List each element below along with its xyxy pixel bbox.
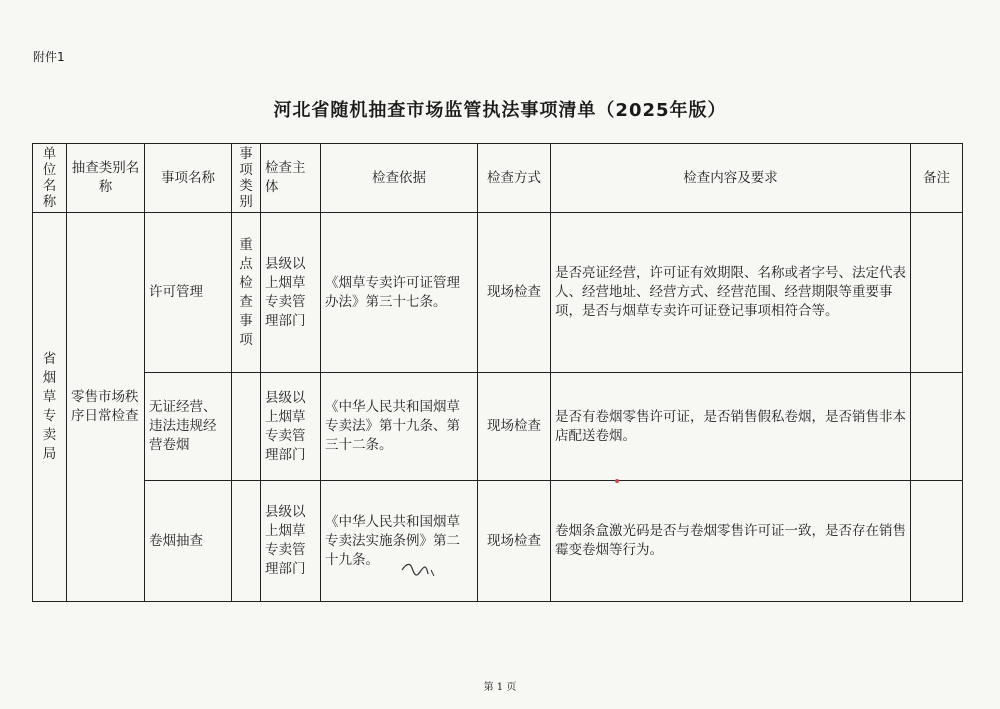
attachment-label: 附件1 (33, 50, 65, 64)
subject-cell: 县级以上烟草专卖管理部门 (261, 481, 321, 602)
header-row (33, 144, 963, 213)
method-cell: 现场检查 (478, 373, 551, 481)
item-type-cell (232, 481, 261, 602)
subject-cell: 县级以上烟草专卖管理部门 (261, 213, 321, 373)
inspection-table (32, 143, 963, 602)
page-title: 河北省随机抽查市场监管执法事项清单（2025年版） (273, 100, 727, 121)
item-name-cell: 许可管理 (145, 213, 232, 373)
item-type-cell (232, 373, 261, 481)
method-cell: 现场检查 (478, 213, 551, 373)
item-type-cell: 重点检查事项 (232, 213, 261, 373)
item-name-cell: 卷烟抽查 (145, 481, 232, 602)
basis-cell: 《中华人民共和国烟草专卖法》第十九条、第三十二条。 (321, 373, 478, 481)
table-row (33, 213, 963, 373)
content-cell: 卷烟条盒激光码是否与卷烟零售许可证一致，是否存在销售霉变卷烟等行为。 (551, 481, 911, 602)
remark-cell (911, 213, 963, 373)
red-dot-mark (615, 479, 619, 483)
remark-cell (911, 373, 963, 481)
page-number: 第 1 页 (483, 682, 517, 693)
table-row (33, 481, 963, 602)
remark-cell (911, 481, 963, 602)
subject-cell: 县级以上烟草专卖管理部门 (261, 373, 321, 481)
header-subject: 检查主体 (261, 144, 321, 213)
header-item-type: 事项类别 (232, 144, 261, 213)
header-category: 抽查类别名称 (67, 144, 145, 213)
basis-cell: 《中华人民共和国烟草专卖法实施条例》第二十九条。 (321, 481, 478, 602)
header-content: 检查内容及要求 (551, 144, 911, 213)
content-cell: 是否亮证经营，许可证有效期限、名称或者字号、法定代表人、经营地址、经营方式、经营范围、经营期限等重要事项，是否与烟草专卖许可证登记事项相符合等。 (551, 213, 911, 373)
header-basis: 检查依据 (321, 144, 478, 213)
table-row (33, 373, 963, 481)
header-method: 检查方式 (478, 144, 551, 213)
item-name-cell: 无证经营、违法违规经营卷烟 (145, 373, 232, 481)
content-cell: 是否有卷烟零售许可证，是否销售假私卷烟，是否销售非本店配送卷烟。 (551, 373, 911, 481)
header-remark: 备注 (911, 144, 963, 213)
header-item: 事项名称 (145, 144, 232, 213)
basis-cell: 《烟草专卖许可证管理办法》第三十七条。 (321, 213, 478, 373)
category-name-cell: 零售市场秩序日常检查 (67, 213, 145, 602)
unit-name-cell: 省烟草专卖局 (33, 213, 67, 602)
header-unit: 单位名称 (33, 144, 67, 213)
pen-mark-icon (400, 558, 440, 582)
method-cell: 现场检查 (478, 481, 551, 602)
